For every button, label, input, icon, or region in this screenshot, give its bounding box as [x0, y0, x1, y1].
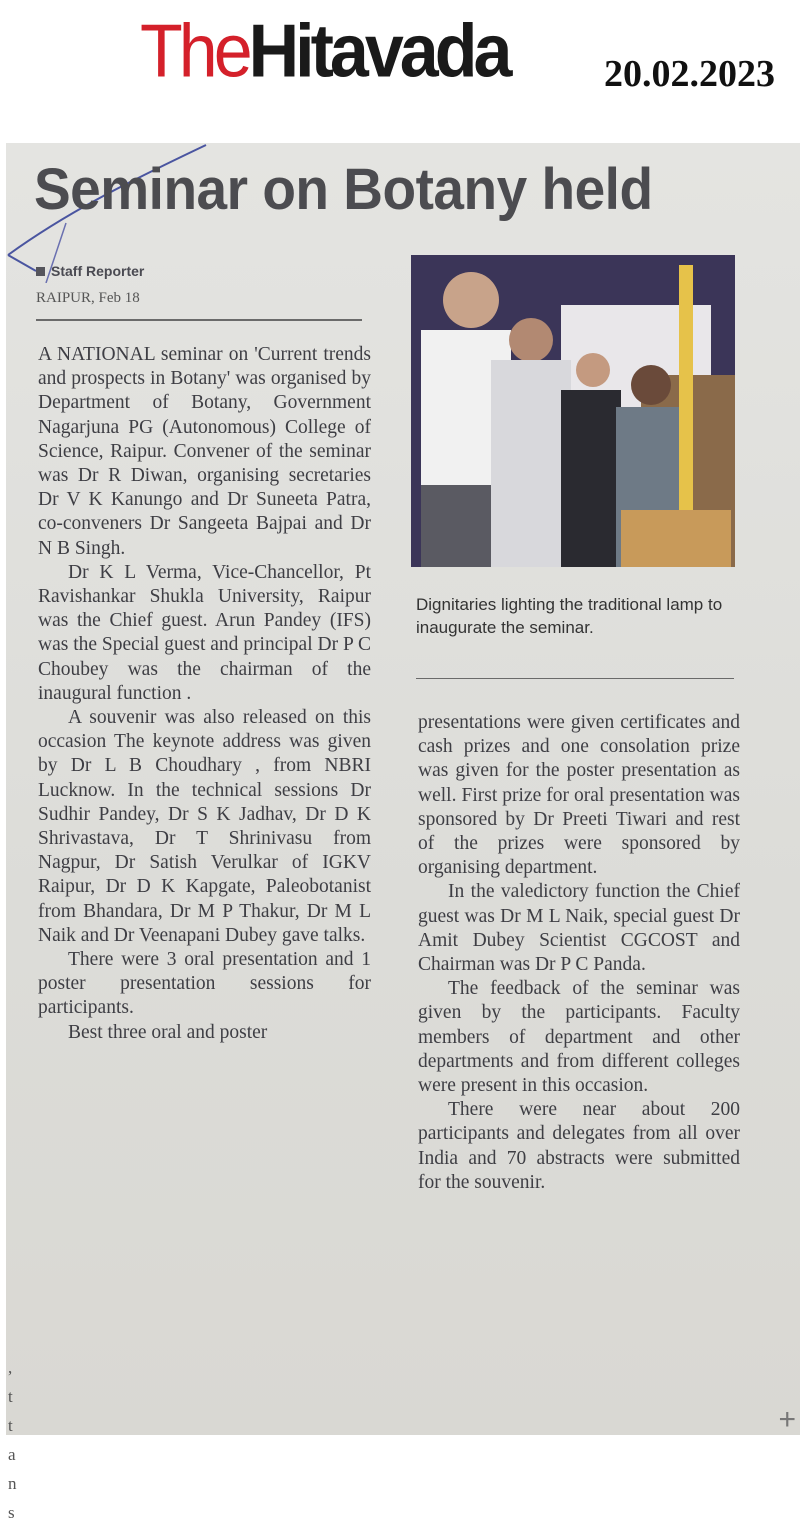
paragraph: A souvenir was also released on this occasion The keynote address was given by Dr L B Choudhary , from NBRI Lucknow. In the technical sessions Dr Sudhir Pandey, Dr S K Jadhav, Dr D K Shrivastava, Dr T Shrinivasu from Nagpur, Dr Satish Verulkar of IGKV Raipur, Dr D K Kapgate, Paleobotanist from Bhandara, Dr M P Thakur, Dr M L Naik and Dr Veenapani Dubey gave talks. — [38, 707, 371, 946]
paragraph: Dr K L Verma, Vice-Chancellor, Pt Ravishankar Shukla University, Raipur was the Chief guest. Arun Pandey (IFS) was the Special guest and principal Dr P C Choubey was the chairman of the inaugural function . — [38, 561, 371, 704]
byline-text: Staff Reporter — [51, 263, 145, 279]
fragment: a — [8, 1445, 16, 1464]
article-column-1 — [38, 343, 371, 1045]
byline-divider — [36, 319, 362, 321]
paragraph: There were 3 oral presentation and 1 poster presentation sessions for participants. — [38, 949, 371, 1019]
byline-bullet-icon — [36, 267, 45, 276]
paragraph: A NATIONAL seminar on 'Current trends and prospects in Botany' was organised by Department of Botany, Government Nagarjuna PG (Autonomous) College of Science, Raipur. Convener of the seminar was Dr R Diwan, organising secretaries Dr V K Kanungo and Dr Suneeta Patra, co-conveners Dr Sangeeta Bajpai and Dr N B Singh. — [38, 344, 371, 559]
byline — [36, 263, 144, 279]
registration-mark: + — [778, 1403, 796, 1436]
fragment: t — [8, 1416, 13, 1435]
fragment: n — [8, 1474, 17, 1493]
photo-illustration — [411, 255, 735, 567]
fragment: t — [8, 1387, 13, 1406]
article-column-2 — [418, 711, 740, 1195]
paragraph: The feedback of the seminar was given by the participants. Faculty members of department and other departments and from different colleges were present in this occasion. — [418, 978, 740, 1097]
paragraph: In the valedictory function the Chief guest was Dr M L Naik, special guest Dr Amit Dubey Scientist CGCOST and Chairman was Dr P C Panda. — [418, 881, 740, 976]
paragraph: There were near about 200 participants and delegates from all over India and 70 abstracts were submitted for the souvenir. — [418, 1099, 740, 1193]
newspaper-clipping — [6, 143, 800, 1522]
article-photo — [411, 255, 735, 567]
paragraph: Best three oral and poster — [68, 1021, 268, 1043]
fragment: , — [8, 1358, 13, 1377]
publication-date: 20.02.2023 — [604, 53, 775, 95]
photo-caption: Dignitaries lighting the traditional lamp to inaugurate the seminar. — [416, 595, 723, 637]
logo-hitavada: Hitavada — [248, 8, 509, 93]
caption-divider — [416, 678, 734, 679]
fragment: s — [8, 1503, 15, 1522]
dateline: RAIPUR, Feb 18 — [36, 290, 140, 306]
paragraph: presentations were given certificates and cash prizes and one consolation prize was given for the poster presentation as well. First prize for oral presentation was sponsored by Dr Preeti Tiwari and rest of the prizes were sponsored by organising department. — [418, 712, 740, 879]
adjacent-column-fragments — [8, 1353, 17, 1527]
newspaper-logo — [140, 2, 508, 99]
logo-the: The — [140, 8, 249, 93]
article-headline: Seminar on Botany held — [34, 156, 653, 222]
